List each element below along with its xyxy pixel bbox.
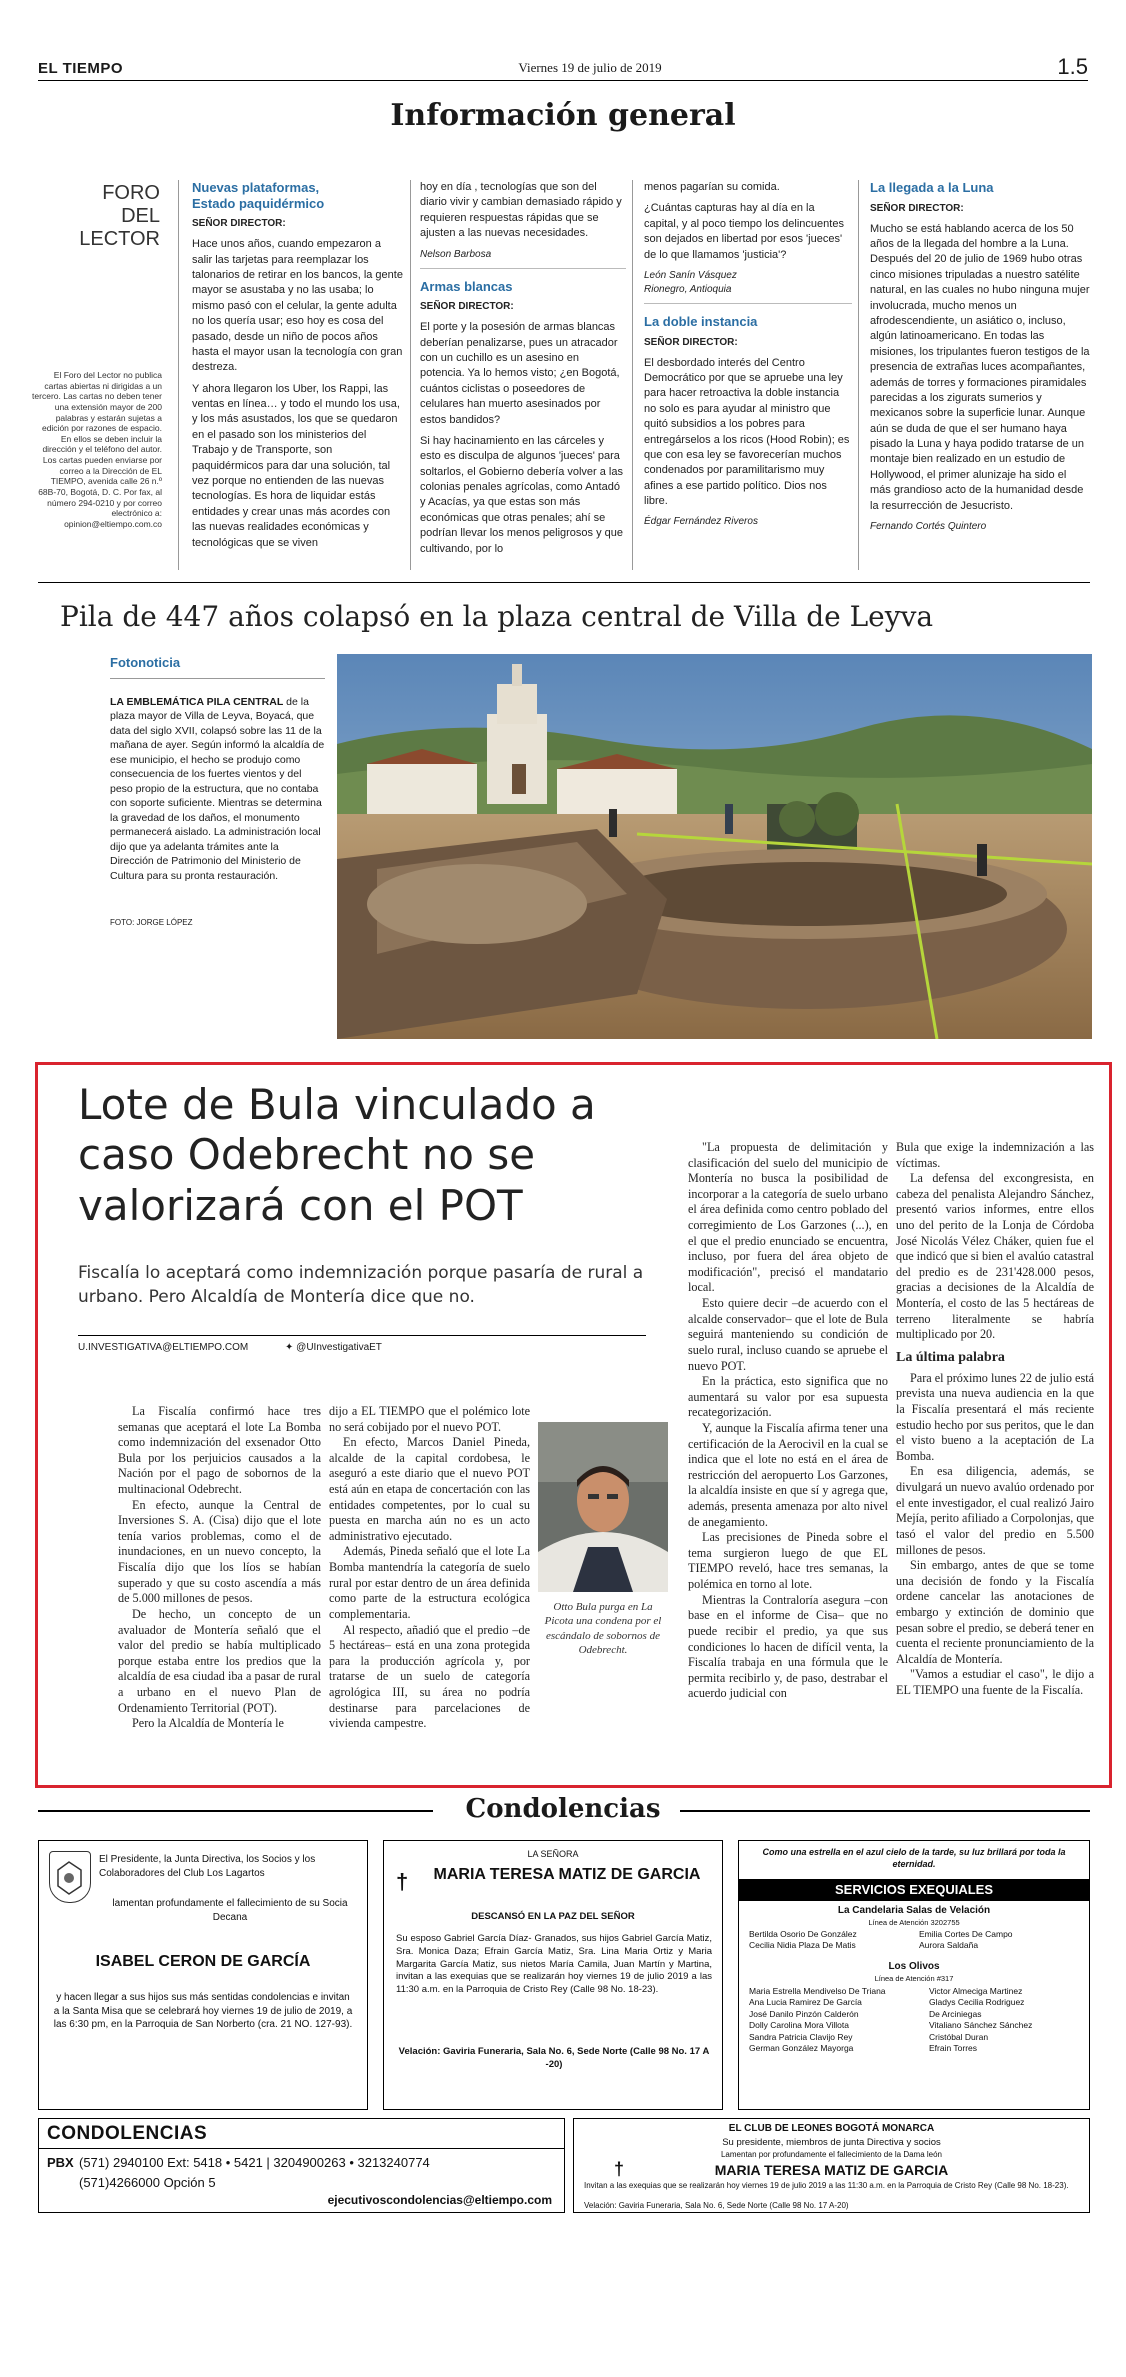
article-paragraph: "La propuesta de delimitación y clasificación del suelo del municipio de Montería no busca la posibilidad de incorporar a la categoría de suelo urbano el área definida como centro poblado del corregimiento de Los Garzones (...), en el que el predio enunciado se encuentra, incluso, por fuera del área objeto de modificación", precisó el mandatario local. <box>688 1140 888 1295</box>
villa-de-leyva-photo <box>337 654 1092 1039</box>
article-paragraph: Sin embargo, antes de que se tome una decisión de fondo y la Fiscalía ordene cancelar las anotaciones de embargo y extinción de dominio que pesan sobre el predio, se deberá tener en cuenta el reciente pronunciamiento de la Alcaldía de Montería. <box>896 1558 1094 1666</box>
article-paragraph: La Fiscalía confirmó hace tres semanas que aceptará el lote La Bomba como indemnización del exsenador Otto Bula por los perjuicios causados a la Nación por el pago de sobornos de la multinacional Odebrecht. <box>118 1404 321 1497</box>
section-title: Información general <box>390 98 736 133</box>
foro-title <box>60 182 160 251</box>
otto-bula-photo <box>538 1422 668 1592</box>
ad4-title: CONDOLENCIAS <box>47 2123 208 2144</box>
ad3-names1-right: Emilia Cortes De Campo Aurora Saldaña <box>919 1929 1013 1951</box>
letter-salutation: SEÑOR DIRECTOR: <box>192 218 286 230</box>
article-column-1 <box>118 1404 321 1732</box>
letter-paragraph: El desbordado interés del Centro Democrático por que se apruebe una ley para hacer retroactiva la doble instancia no solo es para ayudar al ministro que quitó subsidios a los pobres para entregárselos a los ricos (Hood Robin); es que con esa ley se favorecerían muchos condenados por paramilitarismo muy afines a ese partido político. Dios nos libre. <box>644 356 850 508</box>
article-paragraph: Esto quiere decir –de acuerdo con el alcalde conservador– que el lote de Bula seguirá manteniendo su condición de suelo rural, incluso cuando se apruebe el nuevo POT. <box>688 1296 888 1373</box>
ad3-banner: SERVICIOS EXEQUIALES <box>739 1879 1089 1901</box>
ad3-quote: Como una estrella en el azul cielo de la tarde, su luz brillará por toda la eternidad. <box>762 1847 1066 1869</box>
ad5-body: Invitan a las exequias que se realizarán hoy viernes 19 de julio 2019 a las 11:30 a.m. en la Parroquia de Cristo Rey (Calle 98 No. 18-23). <box>584 2181 1069 2190</box>
ad1-line2: lamentan profundamente el fallecimiento de su Socia Decana <box>112 1898 348 1923</box>
article-paragraph: dijo a EL TIEMPO que el polémico lote no será cobijado por el nuevo POT. <box>329 1404 530 1434</box>
photo-credit: FOTO: JORGE LÓPEZ <box>110 918 193 927</box>
ad5-name: MARIA TERESA MATIZ DE GARCIA <box>714 2162 949 2178</box>
article-column-4 <box>896 1140 1094 1699</box>
ad1-name: ISABEL CERON DE GARCÍA <box>95 1953 311 1970</box>
club-crest-icon <box>49 1851 91 1903</box>
article-paragraph: "Vamos a estudiar el caso", le dijo a EL TIEMPO una fuente de la Fiscalía. <box>896 1667 1094 1698</box>
twitter-handle: @UInvestigativaET <box>296 1342 382 1353</box>
condolencias-contact-ad <box>38 2118 565 2213</box>
condolencias-rule-right <box>680 1810 1090 1812</box>
letter-column-3 <box>644 180 852 545</box>
ad3-sala2: Los Olivos <box>888 1961 940 1972</box>
letter-paragraph: Si hay hacinamiento en las cárceles y esto es disculpa de algunos 'jueces' para soltarlos, el Gobierno debería volver a las colonias penales agrícolas, como Antadó y Acacías, ya que estas son más económicas que otras penales; ahí se podrían llevar los menos peligrosos y que cultivando, por lo <box>420 434 624 555</box>
ad4-email[interactable]: ejecutivoscondolencias@eltiempo.com <box>327 2193 552 2207</box>
article-deck: Fiscalía lo aceptará como indemnización porque pasaría de rural a urbano. Pero Alcaldía de Montería dice que no. <box>78 1263 644 1307</box>
letter-paragraph: Hace unos años, cuando empezaron a salir las tarjetas para reemplazar los talonarios de retirar en los bancos, la gente mayor se asustaba y no las usaba; lo mismo pasó con el celular, la gente adulta no los quería usar; eso hoy es cosa del pasado, desde un niño de pocos años hasta el mayor usan la tecnología con gran destreza. <box>192 238 403 374</box>
byline-twitter[interactable] <box>285 1342 382 1353</box>
photo-news-lead: LA EMBLEMÁTICA PILA CENTRAL <box>110 696 284 708</box>
letter-signature: León Sanín Vásquez Rionegro, Antioquia <box>644 269 852 304</box>
ad3-names2-right: Victor Almeciga Martinez Gladys Cecilia Rodriguez De Arciniegas Vitaliano Sánchez Sánchez Cristóbal Duran Efrain Torres <box>929 1986 1033 2054</box>
ad4-phones[interactable]: (571) 2940100 Ext: 5418 • 5421 | 3204900263 • 3213240774 <box>79 2155 430 2170</box>
foro-title-line1: FORO DEL <box>102 182 160 227</box>
article-paragraph: De hecho, un concepto de un avaluador de Montería señaló que el valor del predio se había multiplicado porque estaba entre los predios que la alcaldía de esa ciudad iba a pasar de rural a urbano en el nuevo Plan de Ordenamiento Territorial (POT). <box>118 1606 321 1715</box>
letter-paragraph: Y ahora llegaron los Uber, los Rappi, las ventas en línea… y todo el mundo los usa, y los más asustados, los que se quedaron en el pasado son los ministerios del Trabajo y de Transporte, son paquidérmicos para dar una solución, tal vez porque no entienden de las nuevas tecnologías. Es hora de liquidar estás entidades y crear unas más acordes con las nuevas realidades económicas y tecnológicas que se viven <box>192 382 400 549</box>
header-rule <box>38 80 1088 81</box>
letter-headline: Nuevas plataformas, Estado paquidérmico <box>192 180 325 211</box>
cross-icon: † <box>614 2159 625 2179</box>
letter-headline: Armas blancas <box>420 278 513 294</box>
column-divider <box>178 180 179 570</box>
article-column-2 <box>329 1404 530 1732</box>
ad5-line3: Lamentan por profundamente el fallecimiento de la Dama león <box>720 2150 943 2159</box>
obituary-ad-club-lagartos <box>38 1840 368 2110</box>
article-paragraph: En la práctica, esto significa que no aumentará su valor por esa supuesta recategorización. <box>688 1374 888 1420</box>
ad4-pbx: PBX <box>47 2155 74 2170</box>
article-paragraph: Bula que exige la indemnización a las víctimas. <box>896 1140 1094 1170</box>
letter-column-4 <box>870 180 1090 550</box>
photo-caption: Otto Bula purga en La Picota una condena por el escándalo de sobornos de Odebrecht. <box>544 1601 662 1656</box>
article-column-3 <box>688 1140 888 1702</box>
dateline: Viernes 19 de julio de 2019 <box>518 60 662 75</box>
article-paragraph: En efecto, Marcos Daniel Pineda, alcalde de la capital cordobesa, le aseguró a este diario que el nuevo POT está aún en etapa de concertación con las entidades competentes, por lo cual su puesta en marcha aún no es un acto administrativo ejecutado. <box>329 1435 530 1543</box>
article-paragraph: Al respecto, añadió que el predio –de 5 hectáreas– está en una zona protegida para la producción agrícola y, por tratarse de un suelo de categoría agrológica III, su área no podría destinarse para parcelaciones de vivienda campestre. <box>329 1622 530 1731</box>
foro-title-line2: LECTOR <box>79 228 160 250</box>
article-paragraph: Y, aunque la Fiscalía afirma tener una certificación de la Aerocivil en la cual se indica que el lote no está en el área de restricción del aeropuerto Los Garzones, la alcaldía insiste en que sí y agrega que, además, presenta amenaza por alto nivel de anegamiento. <box>688 1420 888 1529</box>
letter-paragraph: Mucho se está hablando acerca de los 50 años de la llegada del hombre a la Luna. Después del 20 de julio de 1969 hubo otras cinco misiones tripuladas a nuestro satélite natural, en las cuales no hubo ninguna mujer involucrada, mucho menos un afrodescendiente, un asiático o, incluso, algún latinoamericano. En todas las misiones, los tripulantes fueron testigos de la presencia de extrañas luces acompañantes, además de torres y formaciones piramidales parecidas a los zigurats sumerios y mexicanos sobre la superficie lunar. Aunque aún se duda de que el ser humano haya pisado la Luna y haya podido tratarse de un montaje bien realizado en un estudio de Hollywood, el primer alunizaje ha sido el más grandioso acto de la humanidad desde la resurrección de Jesucristo. <box>870 222 1090 512</box>
ad5-line2: Su presidente, miembros de junta Directiva y socios <box>722 2137 941 2148</box>
obituary-ad-matiz <box>383 1840 723 2110</box>
ad1-line1: El Presidente, la Junta Directiva, los Socios y los Colaboradores del Club Los Lagartos <box>99 1854 316 1879</box>
ad2-top: LA SEÑORA <box>527 1849 579 1859</box>
letter-headline: La doble instancia <box>644 313 758 329</box>
letter-paragraph: El porte y la posesión de armas blancas deberían penalizarse, pues un atracador con un cuchillo es un asesino en potencia. Ya lo hemos visto; ¿en Bogotá, cuántos ciclistas o poseedores de celulares han muerto asesinados por estos bandidos? <box>420 321 620 426</box>
letter-paragraph: hoy en día , tecnologías que son del diario vivir y cambian demasiado rápido y requieren respuestas rápidas que se ajusten a las nuevas necesidades. <box>420 181 622 240</box>
column-divider <box>858 180 859 570</box>
letter-salutation: SEÑOR DIRECTOR: <box>644 336 738 348</box>
ad2-sub: DESCANSÓ EN LA PAZ DEL SEÑOR <box>471 1911 635 1922</box>
article-paragraph: En efecto, aunque la Central de Inversiones S. A. (Cisa) dijo que el lote tenía varios problemas, como el de inundaciones, en un nuevo concepto, la Fiscalía dijo que los líos se habían superado y que su costo ascendía a más de 5.000 millones de pesos. <box>118 1497 321 1606</box>
fotonoticia-label: Fotonoticia <box>110 655 181 670</box>
ad1-body: y hacen llegar a sus hijos sus más sentidas condolencias e invitan a la Santa Misa que se celebrará hoy viernes 19 de julio de 2019, a las 6:30 pm, en la Parroquia de San Norberto (cra. 21 NO. 127-93). <box>53 1992 353 2030</box>
ad4-phone2[interactable]: (571)4266000 Opción 5 <box>79 2175 216 2190</box>
article-paragraph: Las precisiones de Pineda sobre el tema surgieron luego de que EL TIEMPO reveló, hace tres semanas, la polémica en torno al lote. <box>688 1530 888 1592</box>
ad3-names2-left: Maria Estrella Mendivelso De Triana Ana Lucia Ramirez De García José Danilo Pinzón Calderón Dolly Carolina Mora Villota Sandra Patricia Clavijo Rey German González Mayorga <box>749 1986 886 2054</box>
ad3-sala1: La Candelaria Salas de Velación <box>837 1905 991 1916</box>
article-subhead: La última palabra <box>896 1349 1005 1365</box>
ad2-name: MARIA TERESA MATIZ DE GARCIA <box>433 1866 701 1883</box>
photo-news-text2: Mientras se determina la gravedad de los daños, el monumento permanecerá aislado. La administración local dijo que ya adelanta trámites ante la Dirección de Patrimonio del Ministerio de Cultura para su pronta restauración. <box>110 797 322 882</box>
ad2-foot: Velación: Gaviria Funeraria, Sala No. 6, Sede Norte (Calle 98 No. 17 A -20) <box>398 2046 710 2070</box>
column-divider <box>410 180 411 570</box>
section-rule <box>38 582 1090 583</box>
letter-paragraph: menos pagarían su comida. <box>644 181 780 193</box>
cross-icon: † <box>396 1869 409 1894</box>
article-paragraph: Además, Pineda señaló que el lote La Bomba mantendría la categoría de suelo rural por estar dentro de un área definida como parte de la estructura ecológica complementaria. <box>329 1544 530 1621</box>
article-paragraph: La defensa del excongresista, en cabeza del penalista Alejandro Sánchez, presentó varios informes, entre ellos uno del perito de la Lonja de Córdoba José Nicolás Vélez Cháker, quien fue el que indicó que si bien el avalúo catastral del predio es de 231'428.000 pesos, gracias a decisiones de la Alcaldía de Montería, el costo de las 5 hectáreas de terreno literalmente se habría multiplicado por 20. <box>896 1171 1094 1342</box>
ad3-names1-left: Bertilda Osorio De González Cecilia Nidia Plaza De Matis <box>749 1929 857 1951</box>
letter-headline: La llegada a la Luna <box>870 180 994 195</box>
letter-column-2 <box>420 180 626 563</box>
article-paragraph: Pero la Alcaldía de Montería le <box>132 1716 284 1731</box>
article-paragraph: Para el próximo lunes 22 de julio está prevista una nueva audiencia en la que la Fiscalía presentará el más reciente estudio hecho por sus peritos, que le dan el visto bueno a la aceptación de La Bomba. <box>896 1370 1094 1463</box>
letter-paragraph: ¿Cuántas capturas hay al día en la capital, y al poco tiempo los delincuentes son dejados en libertad por esos 'jueces' de lo que llamamos 'justicia'? <box>644 202 844 261</box>
photo-news-headline: Pila de 447 años colapsó en la plaza central de Villa de Leyva <box>60 600 934 633</box>
column-divider <box>632 180 633 570</box>
letter-salutation: SEÑOR DIRECTOR: <box>420 301 514 313</box>
ad5-line1: EL CLUB DE LEONES BOGOTÁ MONARCA <box>728 2123 935 2134</box>
article-paragraph: Mientras la Contraloría asegura –con base en el informe de Cisa– que no puede recibir el predio, ya que sus condiciones lo hacen de difícil venta, la Fiscalía trabaja en una fórmula que le permita recibirlo y, de paso, destrabar el acuerdo judicial con <box>688 1592 888 1701</box>
letter-column-1 <box>192 180 404 557</box>
photo-news-text <box>110 695 325 883</box>
ad3-linea2: Línea de Atención #317 <box>874 1974 954 1983</box>
byline-rule <box>78 1335 646 1336</box>
letter-signature: Nelson Barbosa <box>420 248 626 269</box>
ad5-foot: Velación: Gaviria Funeraria, Sala No. 6, Sede Norte (Calle 98 No. 17 A-20) <box>584 2201 849 2210</box>
ad2-body: Su esposo Gabriel García Díaz- Granados, sus hijos Gabriel García Matiz, Sra. Monica Daza; Efrain García Matiz, Sra. Lina Maria Ortiz y Maria Margarita García Matiz, sus nietos María Camila, Juan Martín y Martina, invitan a las exequias que se realizarán hoy viernes 19 de julio 2019 a las 11:30 a.m. en la Parroquia de Cristo Rey (Calle 98 No. 18-23). <box>396 1933 712 1996</box>
ad4-rule <box>39 2148 564 2149</box>
servicios-exequiales-ad <box>738 1840 1090 2110</box>
letter-signature: Édgar Fernández Riveros <box>644 516 758 528</box>
article-headline: Lote de Bula vinculado a caso Odebrecht no se valorizará con el POT <box>78 1080 596 1230</box>
ad3-linea1: Línea de Atención 3202755 <box>868 1918 960 1927</box>
article-paragraph: En esa diligencia, además, se divulgará un nuevo avalúo ordenado por el ente investigador, el cual realizó Jairo Mejía, perito afiliado a Corpolonjas, que tasó el valor del predio en 5.500 millones de pesos. <box>896 1464 1094 1557</box>
letter-signature: Fernando Cortés Quintero <box>870 521 987 533</box>
photo-news-text1: de la plaza mayor de Villa de Leyva, Boyacá, que data del siglo XVII, colapsó sobre las 11 de la mañana de ayer. Según informó la alcaldía de ese municipio, el hecho se produjo como consecuencia de los fuertes vientos y del peso propio de la estructura, que no contaba con soporte suficiente. <box>110 696 325 810</box>
byline-email[interactable]: U.INVESTIGATIVA@ELTIEMPO.COM <box>78 1342 249 1353</box>
twitter-icon: ✦ <box>285 1342 297 1353</box>
condolencias-title: Condolencias <box>465 1794 661 1824</box>
foro-note: El Foro del Lector no publica cartas abiertas ni dirigidas a un tercero. Las cartas no deben tener una extensión mayor de 200 palabras y estarán sujetas a edición por razones de espacio. En ellos se deben incluir la dirección y el teléfono del autor. Los cartas pueden enviarse por correo a la Dirección de EL TIEMPO, avenida calle 26 n.º 68B-70, Bogotá, D. C. Por fax, al número 294-0210 y por correo electrónico a: opinion@eltiempo.com.co <box>32 370 162 529</box>
masthead: EL TIEMPO <box>38 60 124 77</box>
obituary-ad-club-leones <box>573 2118 1090 2213</box>
page-number: 1.5 <box>1057 54 1088 79</box>
label-rule <box>110 678 325 679</box>
letter-salutation: SEÑOR DIRECTOR: <box>870 202 964 214</box>
